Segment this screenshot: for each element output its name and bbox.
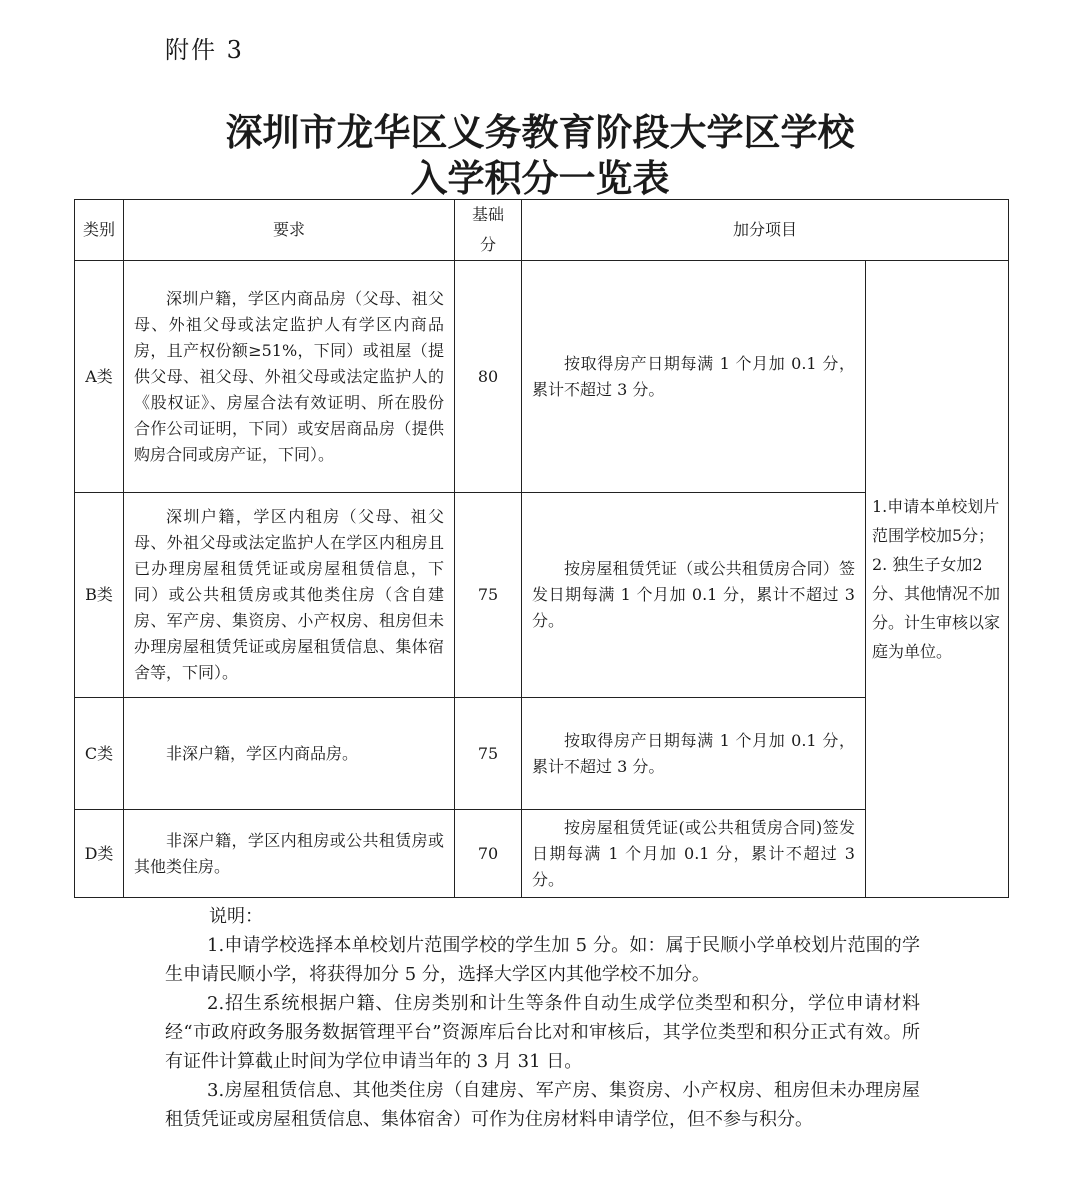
note-item: 2.招生系统根据户籍、住房类别和计生等条件自动生成学位类型和积分，学位申请材料经“市政府政务服务数据管理平台”资源库后台比对和审核后，其学位类型和积分正式有效。所有证件计算截止时间为学位申请当年的 3 月 31 日。 [165,993,920,1072]
table-row [75,261,1009,493]
row-base-score: 75 [455,493,522,698]
page-title: 深圳市龙华区义务教育阶段大学区学校 [225,111,855,154]
page-subtitle: 入学积分一览表 [410,157,670,200]
row-category: B类 [75,493,124,698]
note-item: 1.申请学校选择本单校划片范围学校的学生加 5 分。如：属于民顺小学单校划片范围的学生申请民顺小学，将获得加分 5 分，选择大学区内其他学校不加分。 [165,935,920,985]
row-base-score: 80 [455,261,522,493]
extra-bonus: 1.申请本单校划片范围学校加5分；2. 独生子女加2分、其他情况不加分。计生审核以家庭为单位。 [866,261,1009,898]
note-item: 3.房屋租赁信息、其他类住房（自建房、军产房、集资房、小产权房、租房但未办理房屋租赁凭证或房屋租赁信息、集体宿舍）可作为住房材料申请学位，但不参与积分。 [165,1080,920,1130]
header-bonus: 加分项目 [522,200,1009,261]
row-requirement: 深圳户籍，学区内商品房（父母、祖父母、外祖父母或法定监护人有学区内商品房，且产权份额≥51%，下同）或祖屋（提供父母、祖父母、外祖父母或法定监护人的《股权证》、房屋合法有效证明、所在股份合作公司证明，下同）或安居商品房（提供购房合同或房产证，下同）。 [124,261,455,493]
row-base-score: 70 [455,810,522,898]
notes-heading: 说明： [209,906,263,927]
row-bonus-points: 按取得房产日期每满 1 个月加 0.1 分，累计不超过 3 分。 [522,261,866,493]
row-category: A类 [75,261,124,493]
header-requirement: 要求 [124,200,455,261]
table-header-row [75,200,1009,261]
row-bonus-points: 按房屋租赁凭证（或公共租赁房合同）签发日期每满 1 个月加 0.1 分，累计不超过 3 分。 [522,493,866,698]
row-category: C类 [75,698,124,810]
row-category: D类 [75,810,124,898]
header-base: 基础分 [455,200,522,261]
row-bonus-points: 按取得房产日期每满 1 个月加 0.1 分，累计不超过 3 分。 [522,698,866,810]
row-requirement: 非深户籍，学区内租房或公共租赁房或其他类住房。 [124,810,455,898]
row-requirement: 深圳户籍，学区内租房（父母、祖父母、外祖父母或法定监护人在学区内租房且已办理房屋租赁凭证或房屋租赁信息，下同）或公共租赁房或其他类住房（含自建房、军产房、集资房、小产权房、租房但未办理房屋租赁凭证或房屋租赁信息、集体宿舍等，下同）。 [124,493,455,698]
header-category: 类别 [75,200,124,261]
points-table [74,199,1009,898]
row-bonus-points: 按房屋租赁凭证(或公共租赁房合同)签发日期每满 1 个月加 0.1 分，累计不超过 3 分。 [522,810,866,898]
row-base-score: 75 [455,698,522,810]
row-requirement: 非深户籍，学区内商品房。 [124,698,455,810]
attachment-label: 附件 3 [165,36,244,64]
notes-section [165,902,920,1134]
